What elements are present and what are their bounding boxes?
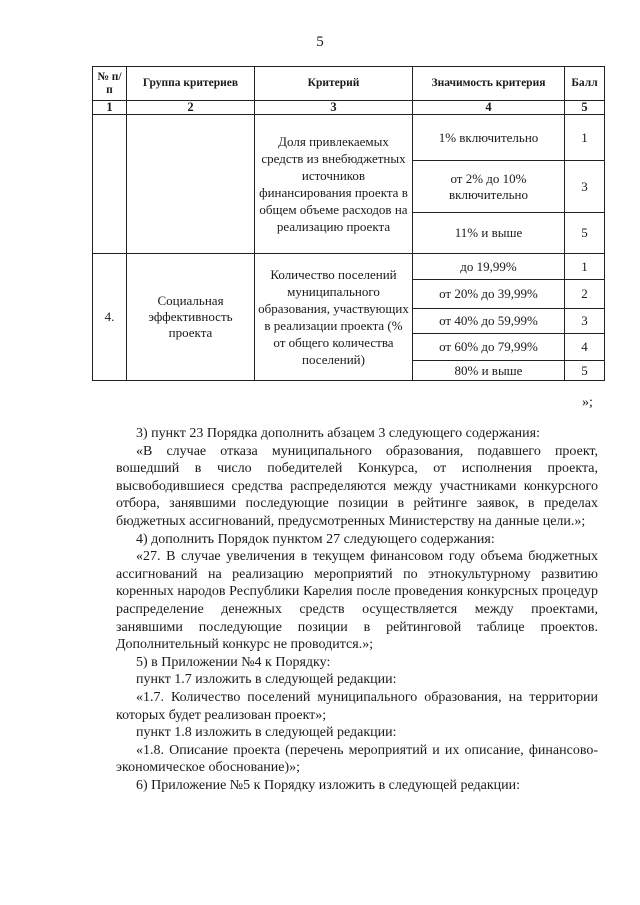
paragraph-quote-1-8: «1.8. Описание проекта (перечень мероприятий и их описание, финансово-экономическое обоснование)»; bbox=[116, 742, 598, 776]
col-number: 5 bbox=[565, 101, 605, 115]
score-cell: 5 bbox=[565, 361, 605, 381]
header-num: № п/п bbox=[93, 67, 127, 101]
criterion-cell: Доля привлекаемых средств из внебюджетных источников финансирования проекта в общем объеме расходов на реализацию проекта bbox=[255, 115, 413, 254]
significance-cell: 1% включительно bbox=[413, 115, 565, 161]
score-cell: 5 bbox=[565, 213, 605, 254]
table-row bbox=[93, 254, 605, 280]
header-significance: Значимость критерия bbox=[413, 67, 565, 101]
significance-cell: от 60% до 79,99% bbox=[413, 334, 565, 361]
group-cell: Социальная эффективность проекта bbox=[127, 254, 255, 381]
paragraph-quote-1-7: «1.7. Количество поселений муниципального образования, на территории которых будет реализован проект»; bbox=[116, 689, 598, 723]
score-cell: 2 bbox=[565, 280, 605, 309]
row-number-cell bbox=[93, 115, 127, 254]
significance-cell: 80% и выше bbox=[413, 361, 565, 381]
score-cell: 3 bbox=[565, 161, 605, 213]
significance-cell: до 19,99% bbox=[413, 254, 565, 280]
table-header-row bbox=[93, 67, 605, 101]
paragraph-amendment-6: 6) Приложение №5 к Порядку изложить в следующей редакции: bbox=[136, 777, 521, 793]
column-number-row bbox=[93, 101, 605, 115]
header-group: Группа критериев bbox=[127, 67, 255, 101]
criteria-table bbox=[92, 66, 605, 381]
table-row bbox=[93, 115, 605, 161]
paragraph-amendment-3: 3) пункт 23 Порядка дополнить абзацем 3 следующего содержания: bbox=[136, 426, 540, 441]
document-body bbox=[116, 425, 598, 794]
col-number: 4 bbox=[413, 101, 565, 115]
header-score: Балл bbox=[565, 67, 605, 101]
score-cell: 1 bbox=[565, 115, 605, 161]
page-number: 5 bbox=[316, 34, 324, 50]
paragraph-quote-refusal: «В случае отказа муниципального образования, подавшего проект, вошедший в число победителей Конкурса, от исполнения проекта, высвободившиеся средства распределяются между участниками конкурсного отбора, занявшими последующие позиции в рейтинге заявок, в пределах бюджетных ассигнований, предусмотренных Министерству на данные цели.»; bbox=[116, 443, 598, 529]
score-cell: 3 bbox=[565, 309, 605, 334]
paragraph-amendment-5: 5) в Приложении №4 к Порядку: bbox=[136, 654, 331, 670]
significance-cell: от 20% до 39,99% bbox=[413, 280, 565, 309]
paragraph-clause-1-8-intro: пункт 1.8 изложить в следующей редакции: bbox=[136, 725, 397, 741]
col-number: 3 bbox=[255, 101, 413, 115]
paragraph-clause-1-7-intro: пункт 1.7 изложить в следующей редакции: bbox=[136, 672, 397, 688]
col-number: 1 bbox=[93, 101, 127, 115]
closing-quote-mark: »; bbox=[582, 395, 593, 410]
col-number: 2 bbox=[127, 101, 255, 115]
paragraph-quote-27: «27. В случае увеличения в текущем финансовом году объема бюджетных ассигнований на реализацию мероприятий по этнокультурному развитию коренных народов Республики Карелия после проведения конкурсных процедур распределение денежных средств осуществляется между проектами, занявшими последующие позиции в рейтинговой таблице проектов. Дополнительный конкурс не проводится.»; bbox=[116, 549, 598, 653]
group-cell bbox=[127, 115, 255, 254]
criterion-cell: Количество поселений муниципального образования, участвующих в реализации проекта (% от общего количества поселений) bbox=[255, 254, 413, 381]
significance-cell: 11% и выше bbox=[413, 213, 565, 254]
score-cell: 4 bbox=[565, 334, 605, 361]
header-criterion: Критерий bbox=[255, 67, 413, 101]
score-cell: 1 bbox=[565, 254, 605, 280]
row-number-cell: 4. bbox=[93, 254, 127, 381]
paragraph-amendment-4: 4) дополнить Порядок пунктом 27 следующего содержания: bbox=[136, 531, 495, 547]
significance-cell: от 40% до 59,99% bbox=[413, 309, 565, 334]
significance-cell: от 2% до 10% включительно bbox=[413, 161, 565, 213]
